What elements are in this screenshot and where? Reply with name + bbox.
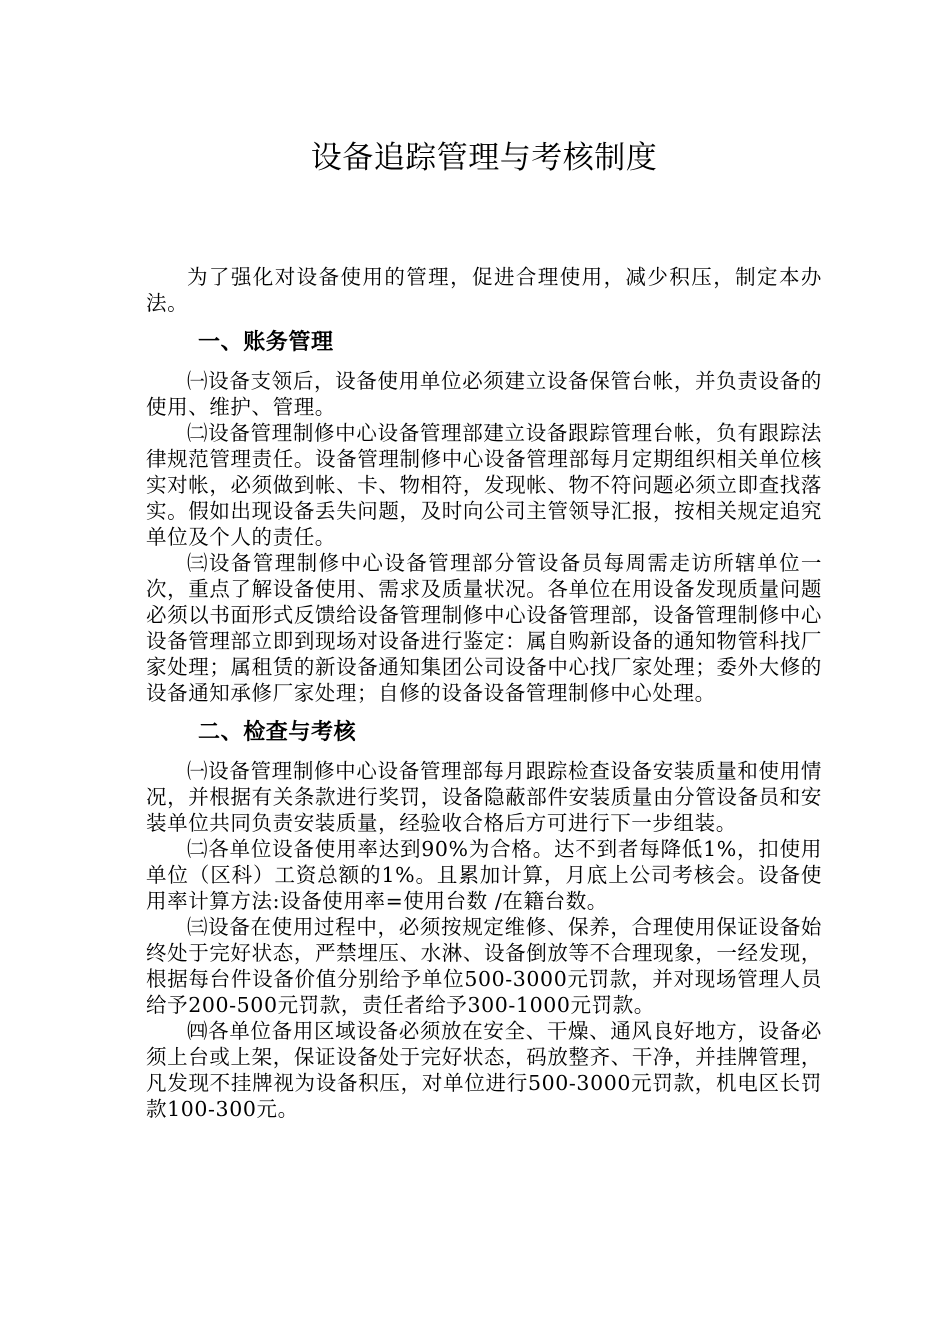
section-heading-accounts: 一、账务管理 <box>198 330 334 355</box>
section-1-paragraph-1: ㈠设备支领后，设备使用单位必须建立设备保管台帐，并负责设备的使用、维护、管理。 <box>146 369 822 419</box>
section-2-paragraph-1: ㈠设备管理制修中心设备管理部每月跟踪检查设备安装质量和使用情况，并根据有关条款进行奖罚，设备隐蔽部件安装质量由分管设备员和安装单位共同负责安装质量，经验收合格后方可进行下一步组装。 <box>146 759 822 835</box>
section-1-paragraph-3: ㈢设备管理制修中心设备管理部分管设备员每周需走访所辖单位一次，重点了解设备使用、需求及质量状况。各单位在用设备发现质量问题必须以书面形式反馈给设备管理制修中心设备管理部，设备管理制修中心设备管理部立即到现场对设备进行鉴定：属自购新设备的通知物管科找厂家处理；属租赁的新设备通知集团公司设备中心找厂家处理；委外大修的设备通知承修厂家处理；自修的设备设备管理制修中心处理。 <box>146 551 822 705</box>
section-2-paragraph-4: ㈣各单位备用区域设备必须放在安全、干燥、通风良好地方，设备必须上台或上架，保证设备处于完好状态，码放整齐、干净，并挂牌管理，凡发现不挂牌视为设备积压，对单位进行500-3000元罚款，机电区长罚款100-300元。 <box>146 1019 822 1121</box>
intro-paragraph: 为了强化对设备使用的管理，促进合理使用，减少积压，制定本办法。 <box>146 265 822 315</box>
section-2-paragraph-2: ㈡各单位设备使用率达到90%为合格。达不到者每降低1%，扣使用单位（区科）工资总额的1%。且累加计算，月底上公司考核会。设备使用率计算方法:设备使用率=使用台数 /在籍台数。 <box>146 837 822 913</box>
section-heading-inspection: 二、检查与考核 <box>198 720 357 745</box>
document-title: 设备追踪管理与考核制度 <box>310 140 658 176</box>
section-1-paragraph-2: ㈡设备管理制修中心设备管理部建立设备跟踪管理台帐，负有跟踪法律规范管理责任。设备管理制修中心设备管理部每月定期组织相关单位核实对帐，必须做到帐、卡、物相符，发现帐、物不符问题必须立即查找落实。假如出现设备丢失问题，及时向公司主管领导汇报，按相关规定追究单位及个人的责任。 <box>146 421 822 549</box>
document-body <box>146 184 822 1122</box>
section-2-paragraph-3: ㈢设备在使用过程中，必须按规定维修、保养，合理使用保证设备始终处于完好状态，严禁埋压、水淋、设备倒放等不合理现象，一经发现，根据每台件设备价值分别给予单位500-3000元罚款，并对现场管理人员给予200-500元罚款，责任者给予300-1000元罚款。 <box>146 915 822 1017</box>
